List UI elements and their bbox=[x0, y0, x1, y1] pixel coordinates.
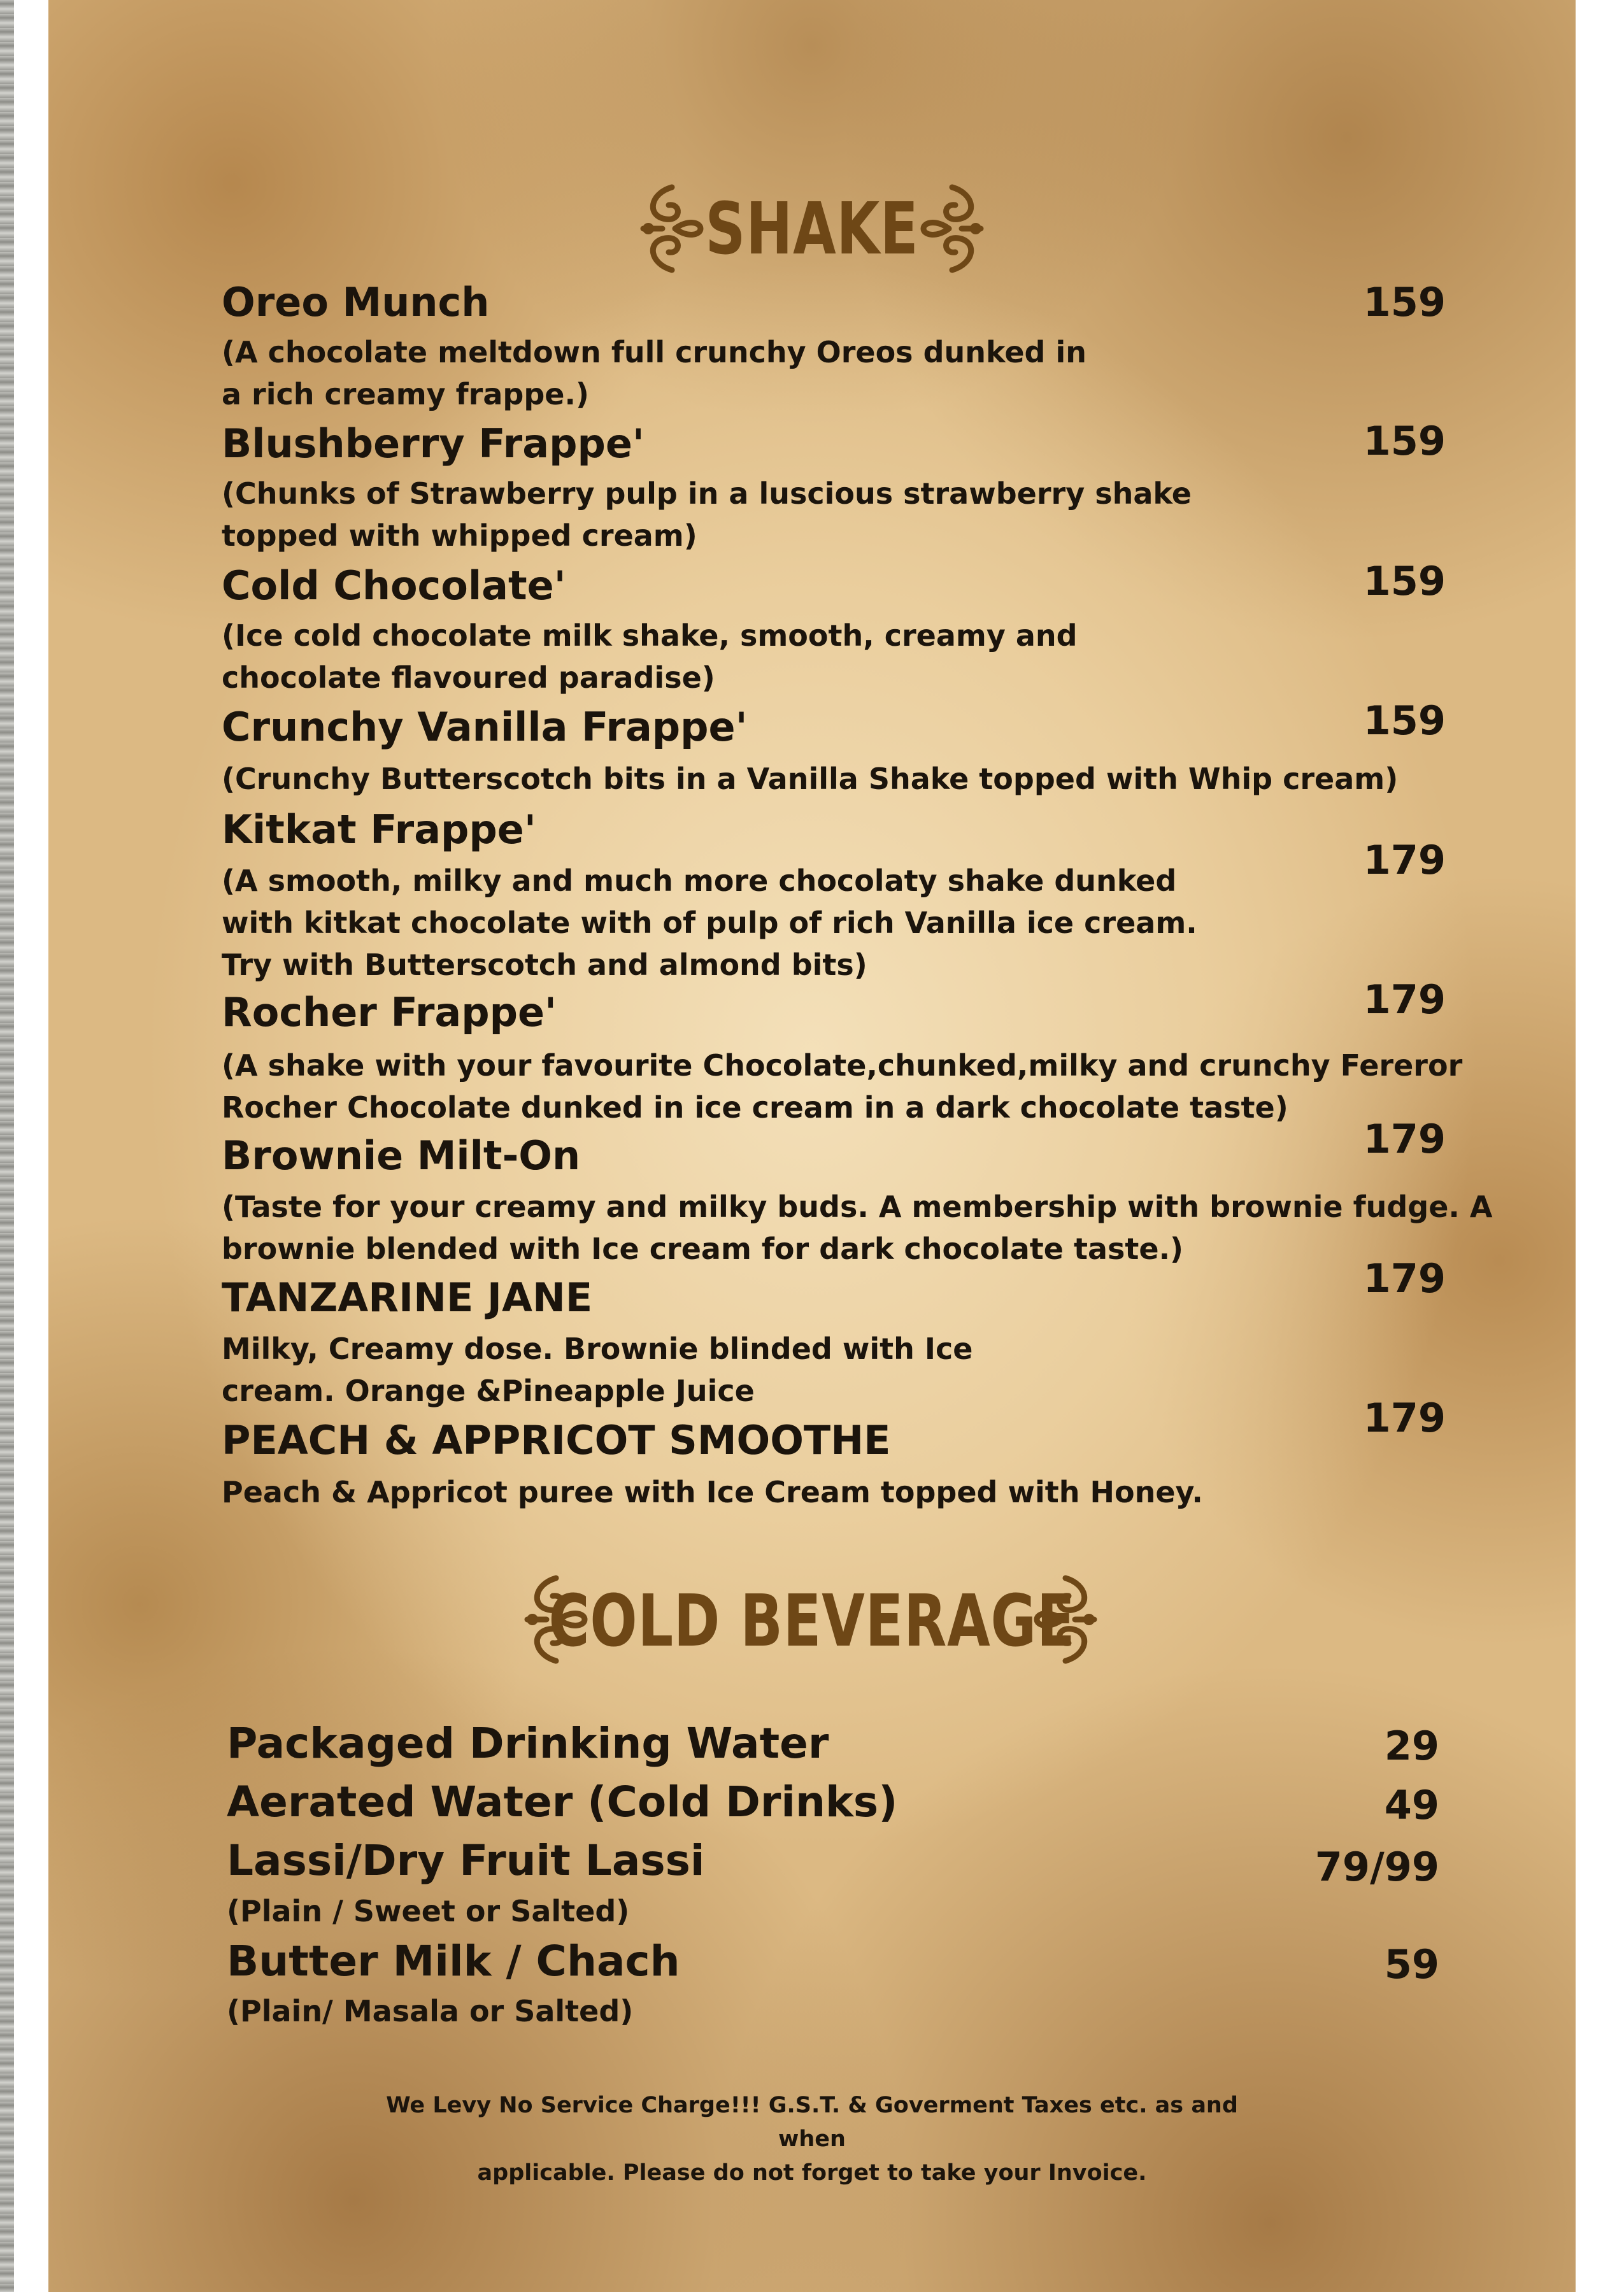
flourish-ornament-icon bbox=[917, 181, 987, 276]
menu-item-price: 159 bbox=[1363, 279, 1446, 325]
menu-item-description: (A shake with your favourite Chocolate,chunked,milky and crunchy Fereror Rocher Chocolate dunked in ice cream in a dark chocolate taste) bbox=[222, 1048, 1463, 1125]
menu-item-price: 49 bbox=[1384, 1782, 1439, 1828]
menu-item-price: 59 bbox=[1384, 1941, 1439, 1988]
menu-item-name: Brownie Milt-On bbox=[222, 1132, 581, 1179]
section-title-cold-beverage: COLD BEVERAGE bbox=[548, 1580, 1076, 1663]
section-title-shake: SHAKE bbox=[705, 188, 919, 271]
menu-item-price: 179 bbox=[1363, 1116, 1446, 1162]
menu-item-price: 179 bbox=[1363, 1395, 1446, 1441]
menu-item-price: 29 bbox=[1384, 1723, 1439, 1769]
menu-item-price: 179 bbox=[1363, 837, 1446, 883]
menu-item-name: Lassi/Dry Fruit Lassi bbox=[227, 1836, 705, 1885]
menu-item-name: TANZARINE JANE bbox=[222, 1274, 593, 1321]
menu-item-name: Butter Milk / Chach bbox=[227, 1937, 680, 1986]
menu-item-name: Packaged Drinking Water bbox=[227, 1719, 829, 1768]
menu-item-name: Cold Chocolate' bbox=[222, 562, 566, 609]
menu-item-description: (A smooth, milky and much more chocolaty shake dunked with kitkat chocolate with of pulp of rich Vanilla ice cream. Try with Butterscotch and almond bits) bbox=[222, 864, 1197, 982]
menu-item-price: 179 bbox=[1363, 1255, 1446, 1302]
menu-item-description: (A chocolate meltdown full crunchy Oreos dunked in a rich creamy frappe.) bbox=[222, 335, 1087, 411]
menu-item-name: Crunchy Vanilla Frappe' bbox=[222, 704, 748, 750]
menu-item-description: (Crunchy Butterscotch bits in a Vanilla Shake topped with Whip cream) bbox=[222, 762, 1399, 796]
menu-item-price: 159 bbox=[1363, 697, 1446, 744]
scanner-edge-strip bbox=[0, 0, 14, 2292]
menu-item-description: (Chunks of Strawberry pulp in a luscious strawberry shake topped with whipped cream) bbox=[222, 476, 1192, 553]
menu-item-name: PEACH & APPRICOT SMOOTHE bbox=[222, 1417, 891, 1463]
menu-item-name: Aerated Water (Cold Drinks) bbox=[227, 1777, 898, 1826]
menu-item-price: 159 bbox=[1363, 558, 1446, 604]
flourish-ornament-icon bbox=[1030, 1572, 1100, 1667]
menu-item-price: 79/99 bbox=[1314, 1844, 1439, 1890]
menu-item-description: (Ice cold chocolate milk shake, smooth, creamy and chocolate flavoured paradise) bbox=[222, 618, 1078, 695]
menu-item-description: Milky, Creamy dose. Brownie blinded with Ice cream. Orange &Pineapple Juice bbox=[222, 1332, 973, 1408]
footer-note bbox=[382, 2089, 1242, 2190]
footer-line: We Levy No Service Charge!!! G.S.T. & Goverment Taxes etc. as and when bbox=[386, 2093, 1238, 2152]
menu-item-description: Peach & Appricot puree with Ice Cream topped with Honey. bbox=[222, 1475, 1203, 1509]
menu-item-name: Blushberry Frappe' bbox=[222, 420, 645, 467]
menu-item-name: Rocher Frappe' bbox=[222, 989, 557, 1036]
footer-line: applicable. Please do not forget to take your Invoice. bbox=[477, 2160, 1147, 2186]
menu-item-price: 179 bbox=[1363, 976, 1446, 1023]
menu-item-description: (Plain / Sweet or Salted) bbox=[227, 1894, 630, 1928]
menu-item-price: 159 bbox=[1363, 418, 1446, 464]
menu-item-name: Oreo Munch bbox=[222, 279, 490, 325]
menu-item-description: (Plain/ Masala or Salted) bbox=[227, 1994, 634, 2028]
menu-item-description: (Taste for your creamy and milky buds. A membership with brownie fudge. A brownie blended with Ice cream for dark chocolate taste.) bbox=[222, 1190, 1493, 1266]
menu-item-name: Kitkat Frappe' bbox=[222, 806, 536, 853]
